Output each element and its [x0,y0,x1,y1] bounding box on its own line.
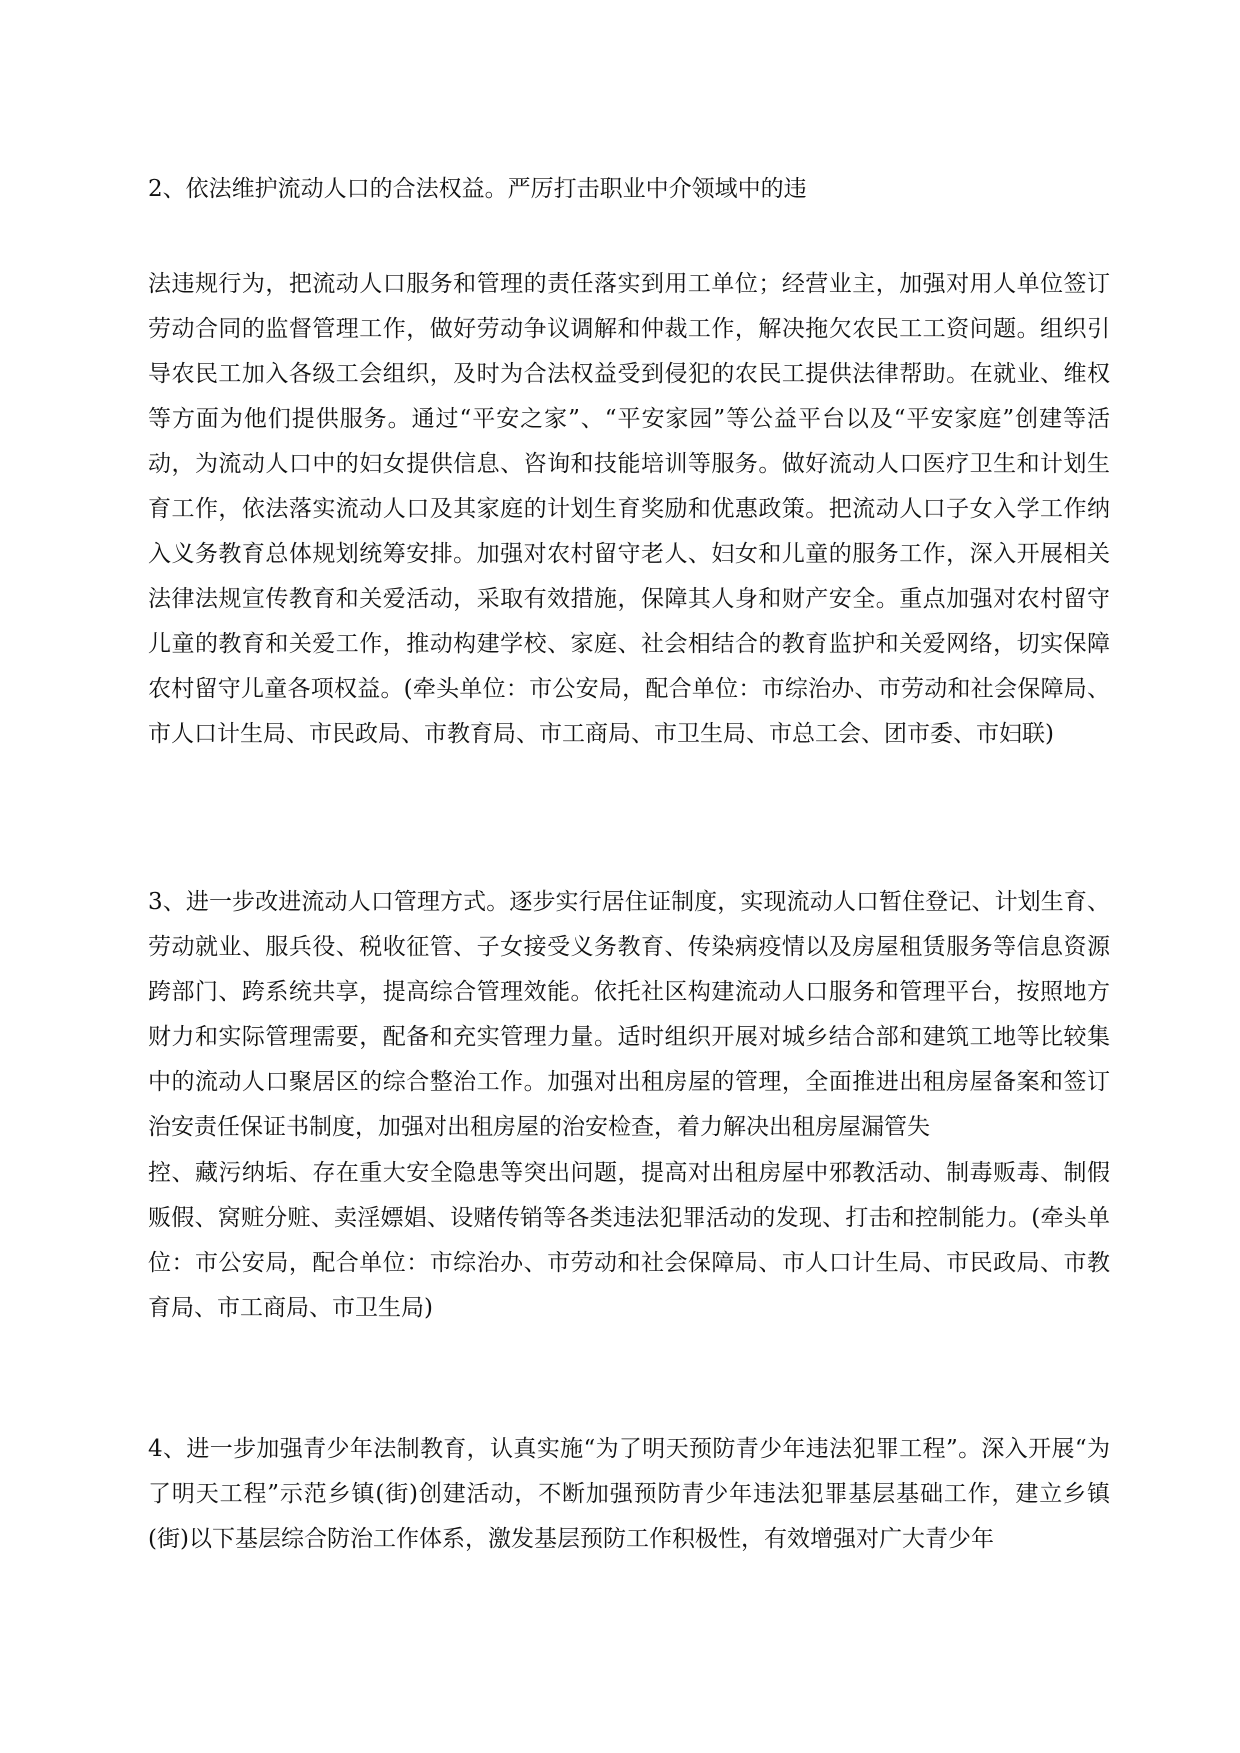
paragraph-migrant-rights: 法违规行为，把流动人口服务和管理的责任落实到用工单位；经营业主，加强对用人单位签订劳动合同的监督管理工作，做好劳动争议调解和仲裁工作，解决拖欠农民工工资问题。组织引导农民工加入各级工会组织，及时为合法权益受到侵犯的农民工提供法律帮助。在就业、维权等方面为他们提供服务。通过“平安之家”、“平安家园”等公益平台以及“平安家庭”创建等活动，为流动人口中的妇女提供信息、咨询和技能培训等服务。做好流动人口医疗卫生和计划生育工作，依法落实流动人口及其家庭的计划生育奖励和优惠政策。把流动人口子女入学工作纳入义务教育总体规划统筹安排。加强对农村留守老人、妇女和儿童的服务工作，深入开展相关法律法规宣传教育和关爱活动，采取有效措施，保障其人身和财产安全。重点加强对农村留守儿童的教育和关爱工作，推动构建学校、家庭、社会相结合的教育监护和关爱网络，切实保障农村留守儿童各项权益。(牵头单位：市公安局，配合单位：市综治办、市劳动和社会保障局、市人口计生局、市民政局、市教育局、市工商局、市卫生局、市总工会、团市委、市妇联) [148,271,1110,747]
paragraph-item-3-management: 3、进一步改进流动人口管理方式。逐步实行居住证制度，实现流动人口暂住登记、计划生育、劳动就业、服兵役、税收征管、子女接受义务教育、传染病疫情以及房屋租赁服务等信息资源跨部门、跨系统共享，提高综合管理效能。依托社区构建流动人口服务和管理平台，按照地方财力和实际管理需要，配备和充实管理力量。适时组织开展对城乡结合部和建筑工地等比较集中的流动人口聚居区的综合整治工作。加强对出租房屋的管理，全面推进出租房屋备案和签订治安责任保证书制度，加强对出租房屋的治安检查，着力解决出租房屋漏管失 [148,889,1110,1140]
paragraph-rental-crime-control: 控、藏污纳垢、存在重大安全隐患等突出问题，提高对出租房屋中邪教活动、制毒贩毒、制假贩假、窝赃分赃、卖淫嫖娼、设赌传销等各类违法犯罪活动的发现、打击和控制能力。(牵头单位：市公安局，配合单位：市综治办、市劳动和社会保障局、市人口计生局、市民政局、市教育局、市工商局、市卫生局) [148,1160,1110,1321]
paragraph-item-2-heading: 2、依法维护流动人口的合法权益。严厉打击职业中介领域中的违 [148,176,807,202]
paragraph-item-4-youth-education: 4、进一步加强青少年法制教育，认真实施“为了明天预防青少年违法犯罪工程”。深入开展“为了明天工程”示范乡镇(街)创建活动，不断加强预防青少年违法犯罪基层基础工作，建立乡镇(街)以下基层综合防治工作体系，激发基层预防工作积极性，有效增强对广大青少年 [148,1436,1110,1552]
